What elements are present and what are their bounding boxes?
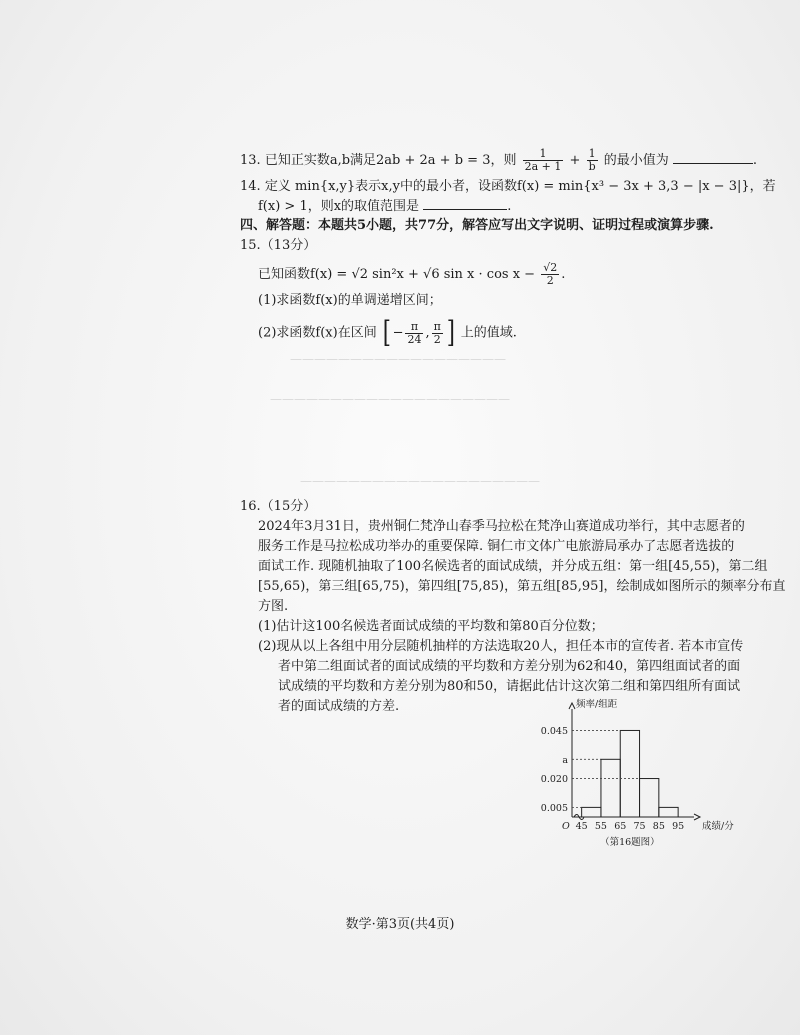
denominator: 2a + 1 — [524, 160, 562, 173]
x-tick-label: 55 — [594, 821, 607, 832]
x-tick-label: 75 — [633, 821, 646, 832]
question-16-paragraph-line: 方图. — [258, 599, 289, 614]
bleed-through-text: ———————————————————— — [300, 474, 540, 488]
numerator: π — [405, 321, 423, 334]
fraction — [541, 262, 559, 287]
minus-sign: − — [392, 325, 404, 341]
denominator: 2 — [433, 332, 441, 346]
question-16-part-2: (2)现从以上各组中用分层随机抽样的方法选取20人，担任本市的宣传者. 若本市宣传 — [258, 639, 744, 654]
question-16-paragraph-line: [55,65)，第三组[65,75)，第四组[75,85)，第五组[85,95]，绘制成如图所示的频率分布直 — [258, 579, 786, 594]
period: . — [561, 267, 566, 282]
question-16-header: 16.（15分） — [240, 499, 317, 514]
bleed-through-text: —————————————————— — [290, 352, 506, 366]
question-text: f(x) > 1，则x的取值范围是 — [258, 199, 420, 214]
question-number: 14. — [240, 179, 261, 194]
fraction — [432, 321, 443, 346]
histogram-bar — [601, 759, 620, 817]
x-tick-label: 45 — [575, 821, 588, 832]
answer-blank — [423, 197, 507, 210]
question-15-part-1: (1)求函数f(x)的单调递增区间； — [258, 293, 442, 308]
y-axis-title: 频率/组距 — [576, 699, 618, 710]
question-15-intro — [258, 262, 565, 287]
y-tick-label: a — [562, 754, 568, 766]
question-text: 定义 min{x,y}表示x,y中的最小者，设函数f(x) = min{x³ − 3x + 3,3 − |x − 3|}，若 — [264, 179, 776, 194]
x-tick-label: 65 — [614, 821, 627, 832]
fraction — [405, 321, 423, 346]
numerator: 1 — [587, 148, 598, 161]
x-tick-label: 85 — [652, 821, 665, 832]
denominator: 2 — [546, 274, 554, 287]
figure-caption: （第16题图） — [600, 837, 660, 848]
period: . — [507, 199, 512, 214]
question-15-header: 15.（13分） — [240, 238, 317, 253]
numerator: π — [433, 319, 441, 333]
answer-blank — [673, 151, 753, 164]
question-16-part-2-line: 试成绩的平均数和方差分别为80和50，请据此估计这次第二组和第四组所有面试 — [278, 679, 741, 694]
numerator: √2 — [543, 261, 558, 274]
question-16-part-1: (1)估计这100名候选者面试成绩的平均数和第80百分位数； — [258, 619, 604, 634]
y-tick-label: 0.045 — [540, 725, 568, 737]
question-text: (2)求函数f(x)在区间 — [258, 325, 377, 341]
x-axis-title: 成绩/分 — [702, 821, 734, 832]
question-number: 13. — [240, 153, 261, 168]
question-text: 的最小值为 — [603, 153, 669, 168]
y-axis-arrow-icon — [569, 703, 575, 709]
left-bracket-icon: [ — [382, 315, 391, 350]
fraction — [523, 148, 564, 173]
question-14-line-2 — [258, 197, 511, 216]
y-tick-label: 0.020 — [540, 774, 568, 786]
denominator: 24 — [407, 332, 422, 346]
x-axis-arrow-icon — [694, 814, 700, 820]
period: . — [752, 153, 758, 168]
fraction — [587, 148, 598, 173]
right-bracket-icon: ] — [446, 315, 455, 350]
section-heading: 四、解答题：本题共5小题，共77分，解答应写出文字说明、证明过程或演算步骤. — [240, 218, 714, 233]
y-tick-label: 0.005 — [540, 802, 568, 814]
x-tick-label: 95 — [672, 821, 685, 832]
denominator: b — [588, 160, 596, 173]
question-15-part-2 — [258, 315, 517, 350]
question-16-paragraph-line: 2024年3月31日，贵州铜仁梵净山春季马拉松在梵净山赛道成功举行，其中志愿者的 — [258, 519, 745, 534]
question-text: 已知函数f(x) = √2 sin²x + √6 sin x · cos x − — [258, 267, 536, 282]
frequency-histogram — [530, 699, 734, 848]
histogram-bar — [640, 779, 659, 817]
question-16-paragraph-line: 服务工作是马拉松成功举办的重要保障. 铜仁市文体广电旅游局承办了志愿者选拔的 — [258, 539, 735, 554]
histogram-bar — [659, 807, 678, 817]
histogram-bar — [620, 730, 639, 817]
question-text: 已知正实数a,b满足2ab + 2a + b = 3，则 — [264, 153, 517, 168]
page-footer: 数学·第3页(共4页) — [345, 917, 455, 932]
separator: , — [425, 325, 430, 341]
origin-label: O — [562, 821, 570, 832]
question-16-paragraph-line: 面试工作. 现随机抽取了100名候选者的面试成绩，并分成五组：第一组[45,55)，第二组 — [258, 559, 768, 574]
bleed-through-text: ———————————————————— — [270, 392, 510, 406]
question-13 — [240, 148, 757, 173]
question-text: 上的值域. — [460, 325, 517, 341]
operator: + — [569, 153, 581, 168]
histogram-bar — [582, 807, 601, 817]
question-16-part-2-line: 者中第二组面试者的面试成绩的平均数和方差分别为62和40，第四组面试者的面 — [278, 659, 741, 674]
numerator: 1 — [523, 148, 564, 161]
question-14 — [240, 178, 776, 196]
question-16-part-2-line: 者的面试成绩的方差. — [278, 699, 400, 714]
